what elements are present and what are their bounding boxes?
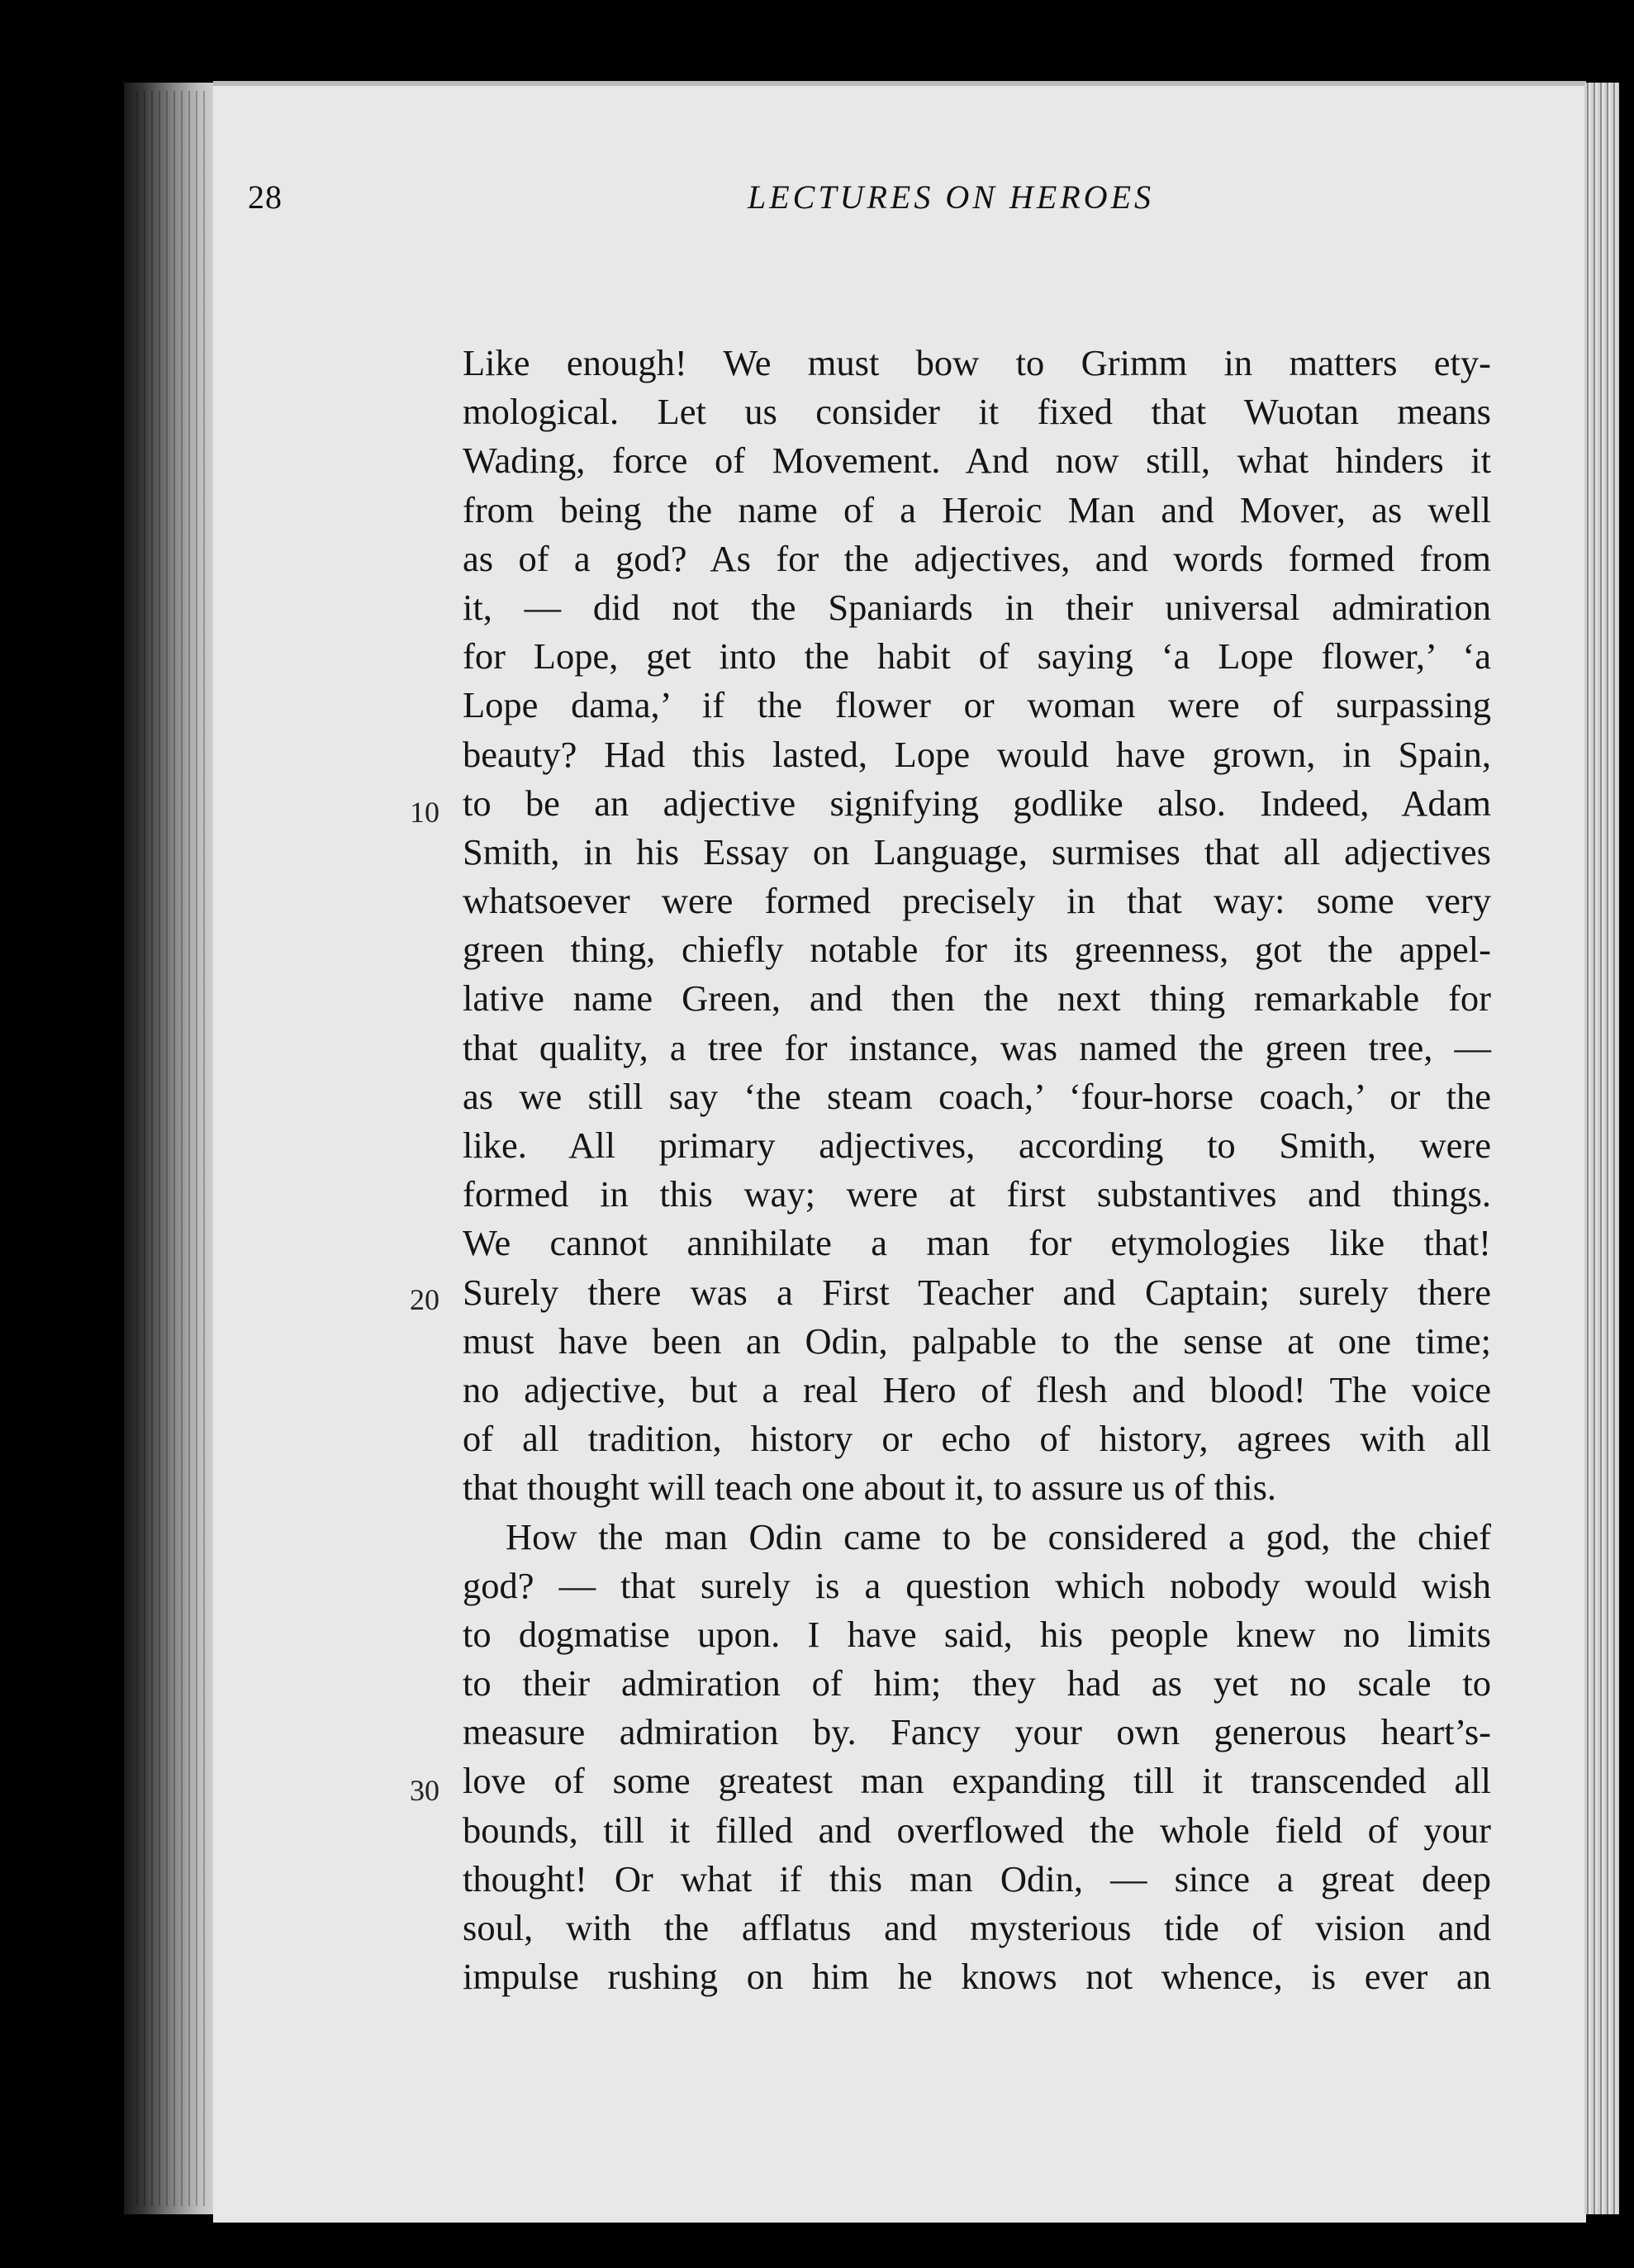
- text-line: measure admiration by. Fancy your own generous heart’s-: [463, 1711, 1491, 1753]
- text-line: Like enough! We must bow to Grimm in matters ety-: [463, 342, 1491, 383]
- text-line: no adjective, but a real Hero of flesh and blood! The voice: [463, 1368, 1491, 1410]
- text-line: Smith, in his Essay on Language, surmises that all adjectives: [463, 830, 1491, 872]
- text-line: to their admiration of him; they had as yet no scale to: [463, 1662, 1491, 1705]
- text-line: How the man Odin came to be considered a god, the chief: [506, 1515, 1491, 1557]
- text-line: from being the name of a Heroic Man and Mover, as well: [463, 488, 1491, 530]
- text-line: formed in this way; were at first substantives and things.: [463, 1173, 1491, 1215]
- text-line: bounds, till it filled and overflowed the whole field of your: [463, 1809, 1491, 1851]
- text-line: to be an adjective signifying godlike also. Indeed, Adam: [463, 782, 1491, 824]
- text-line: We cannot annihilate a man for etymologies like that!: [463, 1222, 1491, 1264]
- text-line: like. All primary adjectives, according to Smith, were: [463, 1124, 1491, 1166]
- text-line: Wading, force of Movement. And now still, what hinders it: [463, 440, 1491, 482]
- text-line: green thing, chiefly notable for its greenness, got the appel-: [463, 929, 1491, 971]
- text-line: that quality, a tree for instance, was named the green tree, —: [463, 1026, 1491, 1068]
- line-number-20: 20: [410, 1283, 439, 1316]
- text-line: as of a god? As for the adjectives, and words formed from: [463, 537, 1491, 579]
- text-line: Surely there was a First Teacher and Captain; surely there: [463, 1271, 1491, 1313]
- text-line: lative name Green, and then the next thing remarkable for: [463, 977, 1491, 1020]
- text-line: that thought will teach one about it, to assure us of this.: [463, 1467, 1277, 1509]
- binding-texture: [136, 91, 211, 2206]
- text-line: mological. Let us consider it fixed that Wuotan means: [463, 391, 1491, 433]
- running-title: LECTURES ON HEROES: [748, 178, 1154, 216]
- text-line: impulse rushing on him he knows not whence, is ever an: [463, 1956, 1491, 1998]
- text-line: as we still say ‘the steam coach,’ ‘four-horse coach,’ or the: [463, 1075, 1491, 1117]
- text-line: must have been an Odin, palpable to the sense at one time;: [463, 1319, 1491, 1362]
- text-line: whatsoever were formed precisely in that way: some very: [463, 880, 1491, 922]
- page-edge-stack: [1584, 83, 1619, 2214]
- text-line: Lope dama,’ if the flower or woman were of surpassing: [463, 684, 1491, 726]
- page-number: 28: [248, 178, 283, 216]
- line-number-30: 30: [410, 1774, 439, 1807]
- line-number-10: 10: [410, 796, 439, 829]
- text-line: soul, with the afflatus and mysterious tide of vision and: [463, 1907, 1491, 1948]
- body-text: [463, 339, 1491, 2001]
- text-line: to dogmatise upon. I have said, his people knew no limits: [463, 1613, 1491, 1655]
- text-line: it, — did not the Spaniards in their universal admiration: [463, 586, 1491, 628]
- text-line: for Lope, get into the habit of saying ‘a Lope flower,’ ‘a: [463, 635, 1491, 678]
- text-line: god? — that surely is a question which nobody would wish: [463, 1564, 1491, 1606]
- text-line: love of some greatest man expanding till it transcended all: [463, 1760, 1491, 1802]
- text-line: thought! Or what if this man Odin, — since a great deep: [463, 1857, 1491, 1900]
- running-header: [248, 178, 1322, 235]
- text-line: beauty? Had this lasted, Lope would have grown, in Spain,: [463, 733, 1491, 775]
- text-line: of all tradition, history or echo of history, agrees with all: [463, 1418, 1491, 1460]
